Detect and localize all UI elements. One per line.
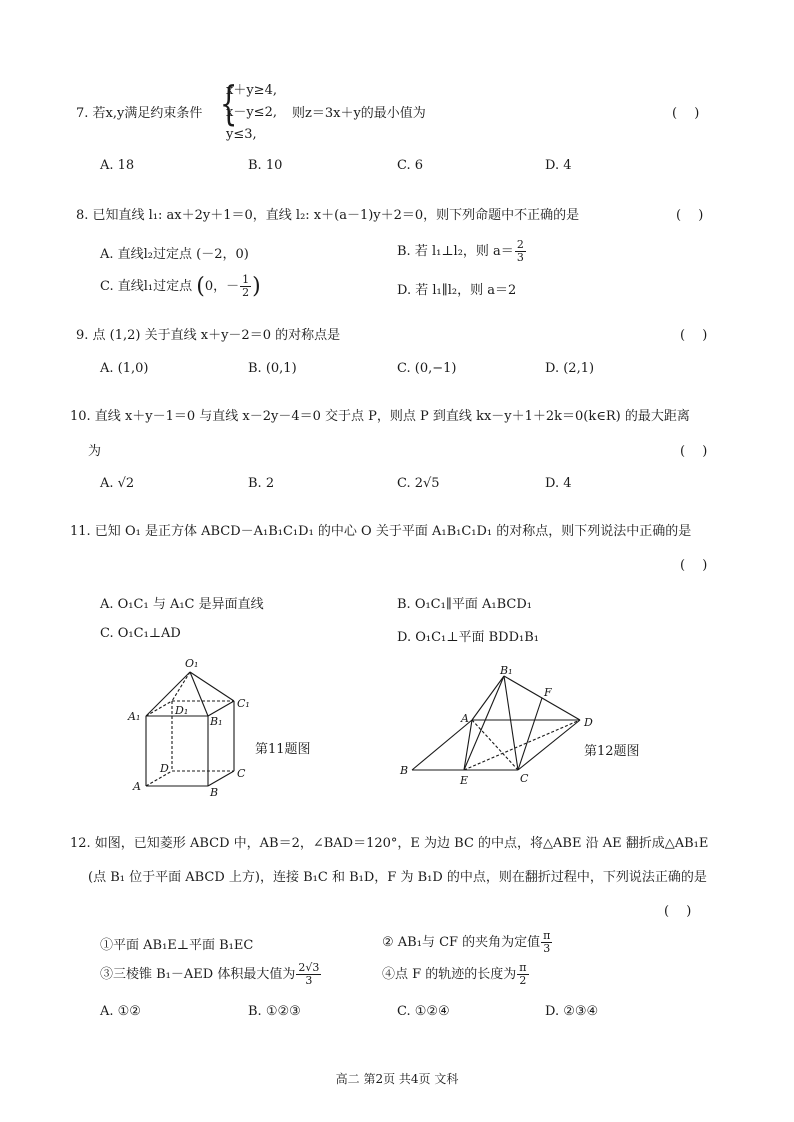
q8-option-c: C. 直线l₁过定点 (0，－ $\frac{1}{2}$ ) [100,273,261,299]
q10-stem-line1: 10. 直线 x＋y－1＝0 与直线 x－2y－4＝0 交于点 P，则点 P 到直线 kx－y＋1＋2k＝0(k∈R) 的最大距离 [70,409,690,424]
fig12-label-d: D [584,716,593,729]
q12-stem-line2: (点 B₁ 位于平面 ABCD 上方)，连接 B₁C 和 B₁D，F 为 B₁D 的中点，则在翻折过程中，下列说法正确的是 [88,870,707,885]
fig12-label-e: E [460,774,469,787]
q11-option-a: A. O₁C₁ 与 A₁C 是异面直线 [100,597,264,612]
q8-option-b-fraction [515,239,526,264]
q7-constraint-2: x－y≤2, [226,105,277,120]
q8-option-c-numerator: 1 [242,273,250,286]
fig12-label-b1: B₁ [500,664,513,677]
fig11-label-a1: A₁ [128,710,141,723]
fig11-label-c1: C₁ [237,697,250,710]
fig12-label-b: B [400,764,409,777]
fig12-label-a: A [461,712,469,725]
q11-option-d: D. O₁C₁⊥平面 BDD₁B₁ [397,630,539,645]
fig11-label-a: A [133,780,141,793]
q10-option-a: A. √2 [100,476,135,491]
q7-constraints [226,80,277,146]
q12-statement-4 [382,962,530,987]
fig11-label-d: D [160,762,169,775]
q12-option-d: D. ②③④ [545,1004,599,1019]
q12-statement-2-fraction [541,930,552,955]
fig12-label-f: F [544,686,552,699]
figure-12-caption: 第12题图 [584,744,640,759]
q11-answer-paren: ( ) [680,558,708,573]
q9-answer-paren: ( ) [680,328,708,343]
q7-constraint-1: x＋y≥4, [226,83,277,98]
q12-statement-3-denominator: 3 [305,974,313,987]
page-footer: 高二 第2页 共4页 文科 [335,1072,459,1086]
q7-answer-paren: ( ) [672,106,700,121]
q9-stem: 9. 点 (1,2) 关于直线 x＋y－2＝0 的对称点是 [76,328,341,343]
q9-option-d: D. (2,1) [545,361,595,376]
fig11-label-b: B [210,786,219,799]
q7-option-d: D. 4 [545,158,572,173]
q11-option-c: C. O₁C₁⊥AD [100,626,181,641]
q12-option-c: C. ①②④ [397,1004,450,1019]
fig11-label-d1: D₁ [175,704,189,717]
q10-answer-paren: ( ) [680,444,708,459]
q12-statement-3 [100,962,322,987]
fig11-label-c: C [237,767,246,780]
q7-constraint-3: y≤3, [226,127,257,142]
q10-stem-line2: 为 [88,444,102,459]
q8-option-c-point: 0，－ [204,279,240,294]
q12-statement-1: ①平面 AB₁E⊥平面 B₁EC [100,938,254,953]
q12-statement-3-numerator: 2√3 [298,961,320,974]
q8-option-b-text: B. 若 l₁⊥l₂，则 a＝ [397,244,514,259]
q8-stem: 8. 已知直线 l₁: ax＋2y＋1＝0，直线 l₂: x＋(a－1)y＋2＝0，则下列命题中不正确的是 [76,208,580,223]
fig12-label-c: C [520,772,529,785]
q12-statement-2-denominator: 3 [543,942,551,955]
q8-option-c-denominator: 2 [242,286,250,299]
q8-option-b-numerator: 2 [516,238,524,251]
q12-statement-2-text: ② AB₁与 CF 的夹角为定值 [382,935,541,950]
q11-option-b: B. O₁C₁∥平面 A₁BCD₁ [397,597,532,612]
figure-11-cube [120,655,260,800]
q10-option-d: D. 4 [545,476,572,491]
q7-option-c: C. 6 [397,158,424,173]
q12-stem-line1: 12. 如图，已知菱形 ABCD 中，AB＝2，∠BAD＝120°，E 为边 BC 的中点，将△ABE 沿 AE 翻折成△AB₁E [70,836,709,851]
q8-option-c-text: C. 直线l₁过定点 [100,279,193,294]
q12-statement-4-fraction [517,962,528,987]
q12-answer-paren: ( ) [664,904,692,919]
figure-11-caption: 第11题图 [255,742,311,757]
q12-statement-3-fraction [296,962,321,987]
q7-option-a: A. 18 [100,158,135,173]
q12-statement-2-numerator: π [543,929,551,942]
q9-option-a: A. (1,0) [100,361,149,376]
q8-option-d: D. 若 l₁∥l₂，则 a＝2 [397,283,517,298]
q10-option-b: B. 2 [248,476,275,491]
q12-statement-4-numerator: π [519,961,527,974]
q12-option-a: A. ①② [100,1004,141,1019]
q8-option-a: A. 直线l₂过定点 (－2，0) [100,247,249,262]
q12-option-b: B. ①②③ [248,1004,301,1019]
q9-option-c: C. (0,−1) [397,361,457,376]
q8-option-b-denominator: 3 [516,251,524,264]
q7-tail: 则z＝3x＋y的最小值为 [292,106,426,121]
q7-option-b: B. 10 [248,158,283,173]
q8-option-b [397,239,527,264]
q12-statement-4-text: ④点 F 的轨迹的长度为 [382,967,517,982]
q8-answer-paren: ( ) [676,208,704,223]
q12-statement-3-text: ③三棱锥 B₁－AED 体积最大值为 [100,967,296,982]
figure-12-rhombus [396,660,606,790]
q7-lead: 7. 若x,y满足约束条件 [76,106,203,121]
q10-option-c: C. 2√5 [397,476,440,491]
q11-stem: 11. 已知 O₁ 是正方体 ABCD－A₁B₁C₁D₁ 的中心 O 关于平面 A₁B₁C₁D₁ 的对称点，则下列说法中正确的是 [70,524,692,539]
q12-statement-4-denominator: 2 [519,974,527,987]
q8-option-c-fraction [240,274,251,299]
fig11-label-o1: O₁ [185,657,199,670]
q7-brace: { [219,76,238,130]
q12-statement-2 [382,930,553,955]
q9-option-b: B. (0,1) [248,361,297,376]
fig11-label-b1: B₁ [210,715,223,728]
